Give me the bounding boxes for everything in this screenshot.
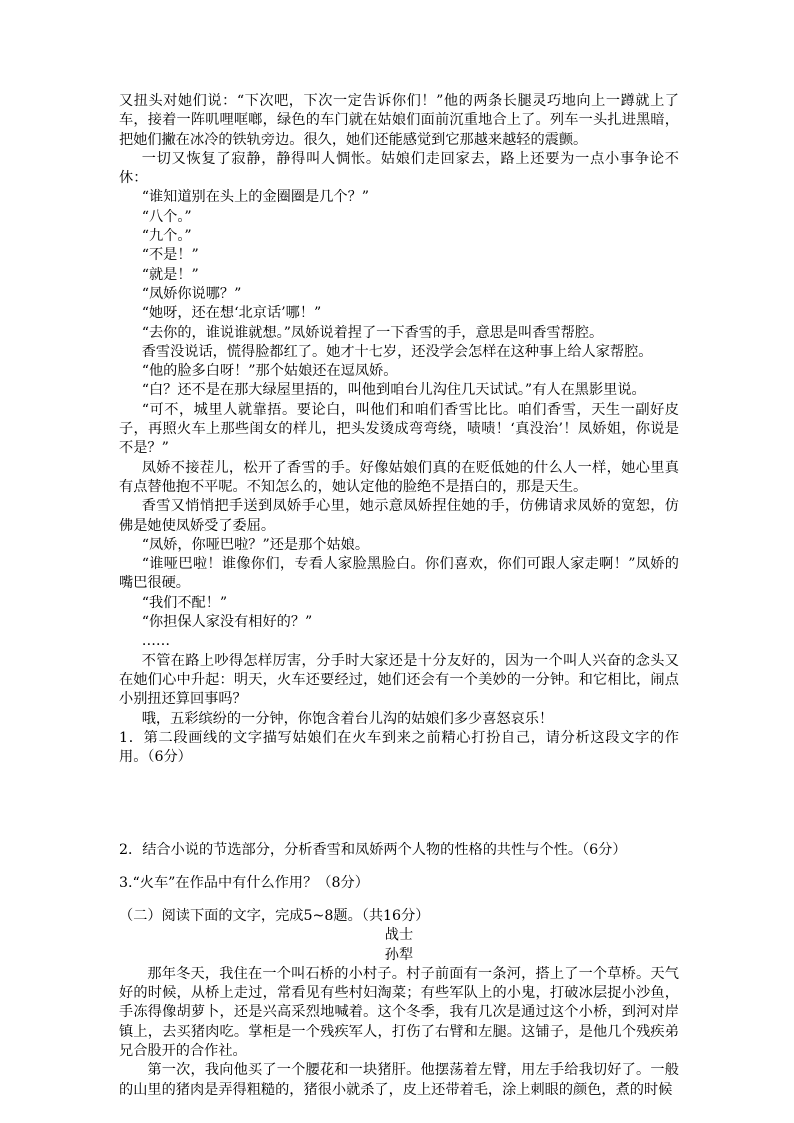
dialogue-line: “谁知道别在头上的金圈圈是几个？”	[141, 189, 370, 206]
article-author: 孙犁	[384, 946, 414, 963]
answer-space	[119, 767, 679, 841]
dialogue-line: “白？还不是在那大绿屋里捂的，叫他到咱台儿沟住几天试试。”有人在黑影里说。	[141, 382, 646, 399]
dialogue-line: “就是！”	[141, 266, 199, 283]
dialogue-line: “你担保人家没有相好的？”	[141, 614, 313, 631]
dialogue-line: “去你的，谁说谁就想。”凤娇说着捏了一下香雪的手，意思是叫香雪帮腔。	[141, 324, 604, 341]
story-paragraph: 凤娇不接茬儿，松开了香雪的手。好像姑娘们真的在贬低她的什么人一样，她心里真有点替他抱不平呢。不知怎么的，她认定他的脸绝不是捂白的，那是天生。	[119, 459, 679, 495]
question-3: 3.“火车”在作品中有什么作用？（8分）	[119, 874, 369, 891]
article-paragraph: 第一次，我向他买了一个腰花和一块猪肝。他摆荡着左臂，用左手给我切好了。一般的山里的猪肉是弄得粗糙的，猪很小就杀了，皮上还带着毛，涂上刺眼的颜色，煮的时候	[119, 1062, 679, 1098]
dialogue-line: “不是！”	[141, 247, 199, 264]
ellipsis-line: ……	[141, 633, 171, 650]
article-title: 战士	[384, 927, 414, 944]
dialogue-line: “她呀，还在想‘北京话’哪！”	[141, 305, 322, 322]
article-paragraph: 那年冬天，我住在一个叫石桥的小村子。村子前面有一条河，搭上了一个草桥。天气好的时候，从桥上走过，常看见有些村妇淘菜；有些军队上的小鬼，打破冰层捉小沙鱼，手冻得像胡萝卜，还是兴高采烈地喊着。这个冬季，我有几次是通过这个小桥，到河对岸镇上，去买猪肉吃。掌柜是一个残疾军人，打伤了右臂和左腿。这铺子，是他几个残疾弟兄合股开的合作社。	[119, 965, 679, 1060]
answer-space	[119, 861, 679, 874]
section-heading: （二）阅读下面的文字，完成5~8题。（共16分）	[119, 907, 430, 924]
story-paragraph: 不管在路上吵得怎样厉害，分手时大家还是十分友好的，因为一个叫人兴奋的念头又在她们心中升起：明天，火车还要经过，她们还会有一个美妙的一分钟。和它相比，闹点小别扭还算回事吗？	[119, 652, 679, 708]
page-content	[119, 92, 679, 1100]
answer-space	[119, 893, 679, 907]
story-paragraph: 又扭头对她们说：“下次吧，下次一定告诉你们！”他的两条长腿灵巧地向上一蹲就上了车，接着一阵叽哩哐啷，绿色的车门就在姑娘们面前沉重地合上了。列车一头扎进黑暗，把她们撇在冰冷的铁轨旁边。很久，她们还能感觉到它那越来越轻的震颤。	[119, 93, 679, 148]
dialogue-line: “九个。”	[141, 228, 192, 245]
question-1: 1．第二段画线的文字描写姑娘们在火车到来之前精心打扮自己，请分析这段文字的作用。（6分）	[119, 729, 679, 766]
story-paragraph: 香雪没说话，慌得脸都红了。她才十七岁，还没学会怎样在这种事上给人家帮腔。	[141, 343, 653, 360]
dialogue-line: “凤娇，你哑巴啦？”还是那个姑娘。	[141, 536, 370, 553]
story-paragraph: “谁哑巴啦！谁像你们，专看人家脸黑脸白。你们喜欢，你们可跟人家走啊！”凤娇的嘴巴很硬。	[119, 556, 679, 592]
dialogue-line: “八个。”	[141, 208, 192, 225]
dialogue-line: “他的脸多白呀！”那个姑娘还在逗凤娇。	[141, 363, 398, 380]
story-paragraph: 香雪又悄悄把手送到凤娇手心里，她示意凤娇捏住她的手，仿佛请求凤娇的宽恕，仿佛是她使凤娇受了委屈。	[119, 498, 679, 534]
dialogue-line: “我们不配！”	[141, 594, 228, 611]
story-paragraph: 一切又恢复了寂静，静得叫人惆怅。姑娘们走回家去，路上还要为一点小事争论不休：	[119, 150, 679, 187]
dialogue-line: “凤娇你说哪？”	[141, 285, 242, 302]
story-paragraph: 哦，五彩缤纷的一分钟，你饱含着台儿沟的姑娘们多少喜怒哀乐！	[141, 710, 554, 727]
question-2: 2．结合小说的节选部分，分析香雪和凤娇两个人物的性格的共性与个性。（6分）	[119, 842, 627, 859]
story-paragraph: “可不，城里人就靠捂。要论白，叫他们和咱们香雪比比。咱们香雪，天生一副好皮子，再照火车上那些闺女的样儿，把头发烫成弯弯绕，啧啧！‘真没治’！凤娇姐，你说是不是？”	[119, 401, 679, 457]
